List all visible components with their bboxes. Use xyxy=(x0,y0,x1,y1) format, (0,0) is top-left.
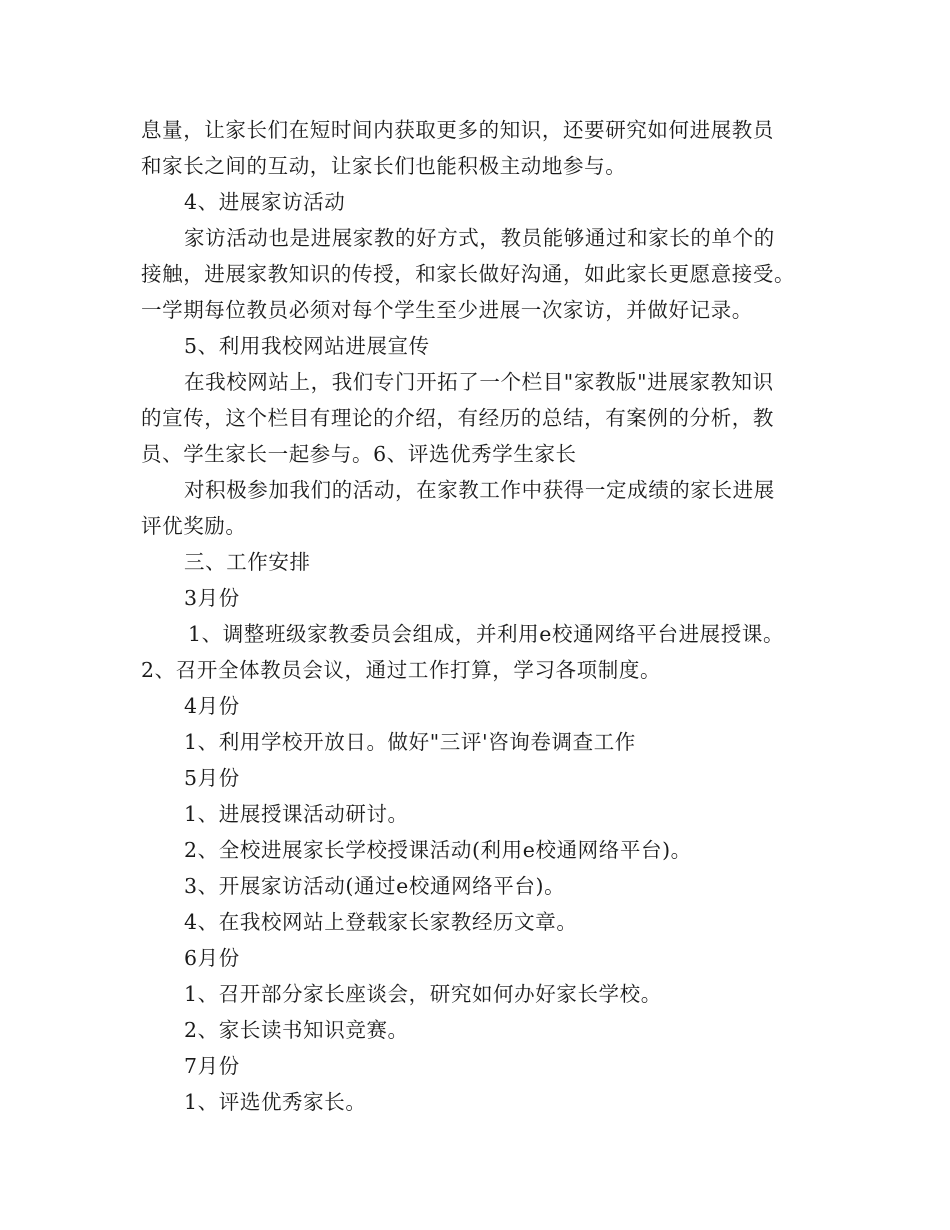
paragraph-line: 在我校网站上，我们专门开拓了一个栏目"家教版"进展家教知识 xyxy=(184,370,774,394)
list-item: 4、在我校网站上登载家长家教经历文章。 xyxy=(184,910,578,934)
paragraph-line: 息量，让家长们在短时间内获取更多的知识，还要研究如何进展教员 xyxy=(141,118,774,142)
paragraph-line: 员、学生家长一起参与。6、评选优秀学生家长 xyxy=(141,442,577,466)
list-item: 2、全校进展家长学校授课活动(利用e校通网络平台)。 xyxy=(184,838,692,862)
section-heading: 三、工作安排 xyxy=(184,550,311,574)
paragraph-line: 和家长之间的互动，让家长们也能积极主动地参与。 xyxy=(141,154,627,178)
paragraph-line: 一学期每位教员必须对每个学生至少进展一次家访，并做好记录。 xyxy=(141,298,753,322)
list-item: 3、开展家访活动(通过e校通网络平台)。 xyxy=(184,874,566,898)
month-heading: 4月份 xyxy=(184,694,240,718)
paragraph-line: 接触，进展家教知识的传授，和家长做好沟通，如此家长更愿意接受。 xyxy=(141,262,796,286)
list-item: 1、评选优秀家长。 xyxy=(184,1090,367,1114)
list-item: 1、调整班级家教委员会组成，并利用e校通网络平台进展授课。 xyxy=(188,622,785,646)
list-item: 2、家长读书知识竞赛。 xyxy=(184,1018,409,1042)
section-heading: 5、利用我校网站进展宣传 xyxy=(184,334,430,358)
month-heading: 3月份 xyxy=(184,586,240,610)
paragraph-line: 家访活动也是进展家教的好方式，教员能够通过和家长的单个的 xyxy=(184,226,775,250)
paragraph-line: 对积极参加我们的活动，在家教工作中获得一定成绩的家长进展 xyxy=(184,478,775,502)
list-item: 1、进展授课活动研讨。 xyxy=(184,802,409,826)
list-item: 1、召开部分家长座谈会，研究如何办好家长学校。 xyxy=(184,982,662,1006)
month-heading: 6月份 xyxy=(184,946,240,970)
paragraph-line: 的宣传，这个栏目有理论的介绍，有经历的总结，有案例的分析，教 xyxy=(141,406,774,430)
paragraph-line: 评优奖励。 xyxy=(141,514,247,538)
list-item: 2、召开全体教员会议，通过工作打算，学习各项制度。 xyxy=(141,658,662,682)
month-heading: 7月份 xyxy=(184,1054,240,1078)
month-heading: 5月份 xyxy=(184,766,240,790)
section-heading: 4、进展家访活动 xyxy=(184,190,346,214)
list-item: 1、利用学校开放日。做好"三评'咨询卷调查工作 xyxy=(184,730,636,754)
